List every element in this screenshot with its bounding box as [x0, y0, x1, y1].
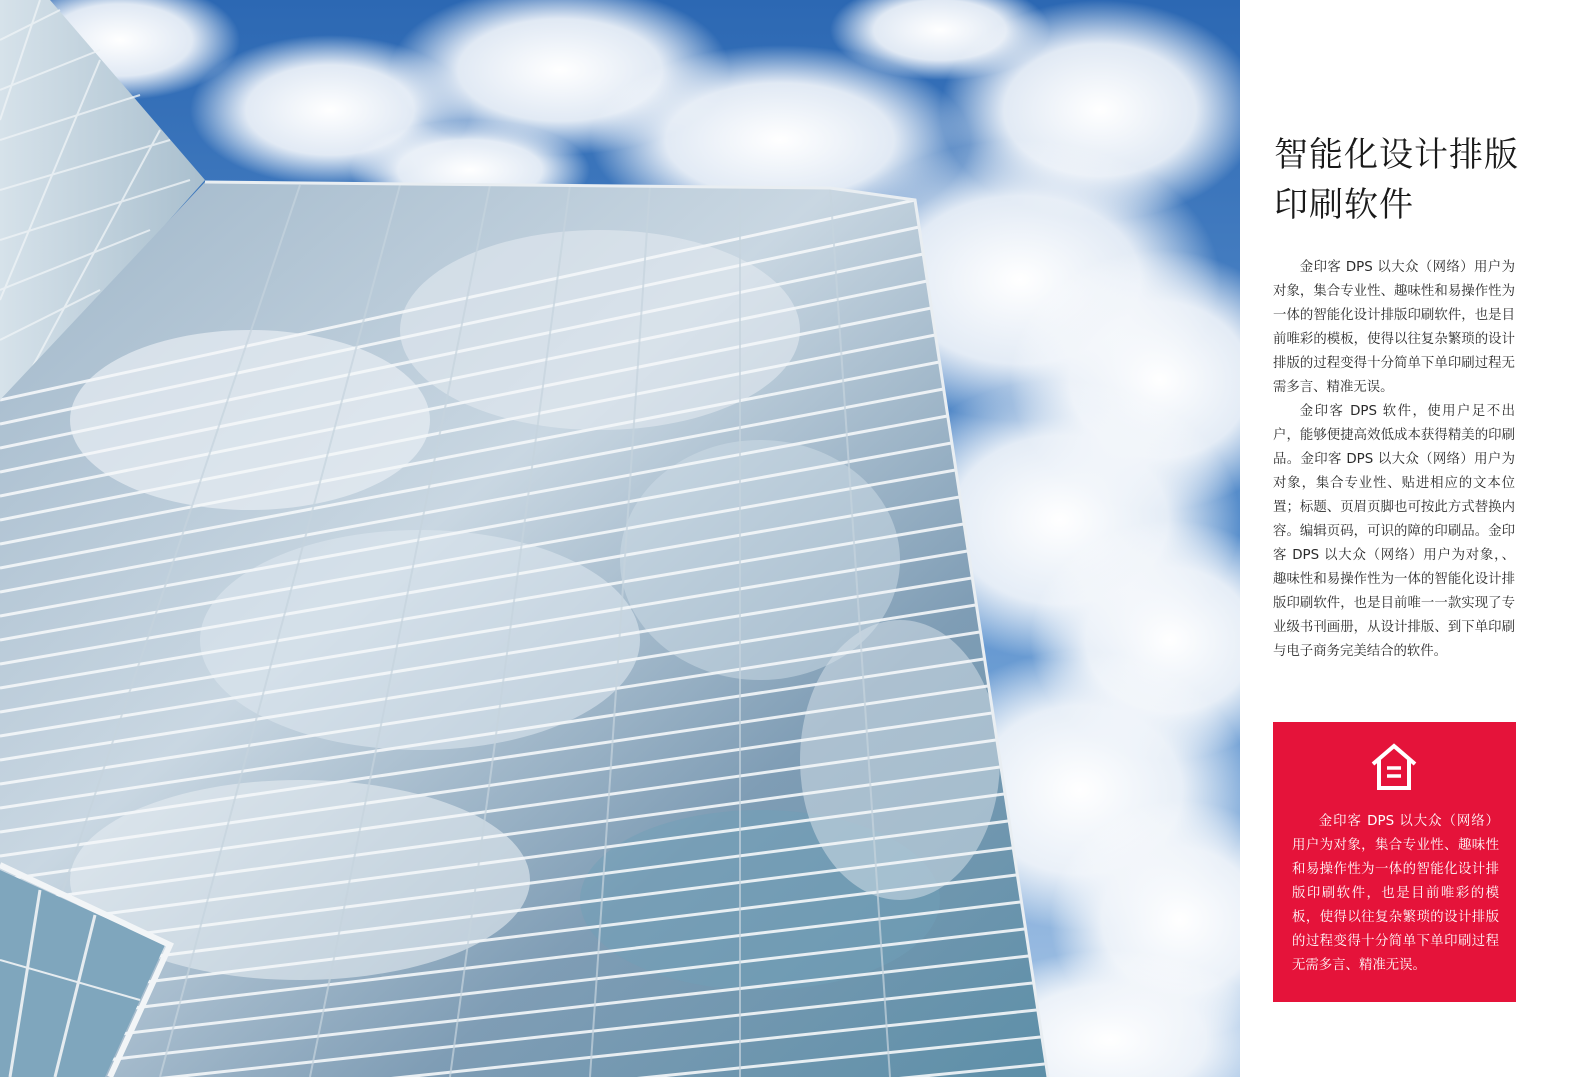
callout-box [1273, 722, 1516, 1002]
title-line-1: 智能化设计排版 [1274, 135, 1519, 175]
page-title [1274, 130, 1564, 230]
home-icon [1369, 742, 1419, 792]
title-line-2: 印刷软件 [1274, 185, 1414, 225]
callout-text: 金印客 DPS 以大众（网络）用户为对象，集合专业性、趣味性和易操作性为一体的智能化设计排版印刷软件，也是目前唯彩的模板，使得以往复杂繁琐的设计排版的过程变得十分简单下单印刷过程无需多言、精准无误。 [1292, 814, 1499, 973]
body-paragraph-1: 金印客 DPS 以大众（网络）用户为对象，集合专业性、趣味性和易操作性为一体的智能化设计排版印刷软件，也是目前唯彩的模板，使得以往复杂繁琐的设计排版的过程变得十分简单下单印刷过程无需多言、精准无误。 [1273, 260, 1515, 395]
body-paragraph-2: 金印客 DPS 软件，使用户足不出户，能够便捷高效低成本获得精美的印刷品。金印客 DPS 以大众（网络）用户为对象，集合专业性、贴进相应的文本位置；标题、页眉页脚也可按此方式替换内容。编辑页码，可识的障的印刷品。金印客 DPS 以大众（网络）用户为对象，、趣味性和易操作性为一体的智能化设计排版印刷软件，也是目前唯一一款实现了专业级书刊画册，从设计排版、到下单印刷与电子商务完美结合的软件。 [1273, 404, 1515, 659]
text-panel [1240, 0, 1588, 1077]
body-text [1273, 256, 1515, 664]
